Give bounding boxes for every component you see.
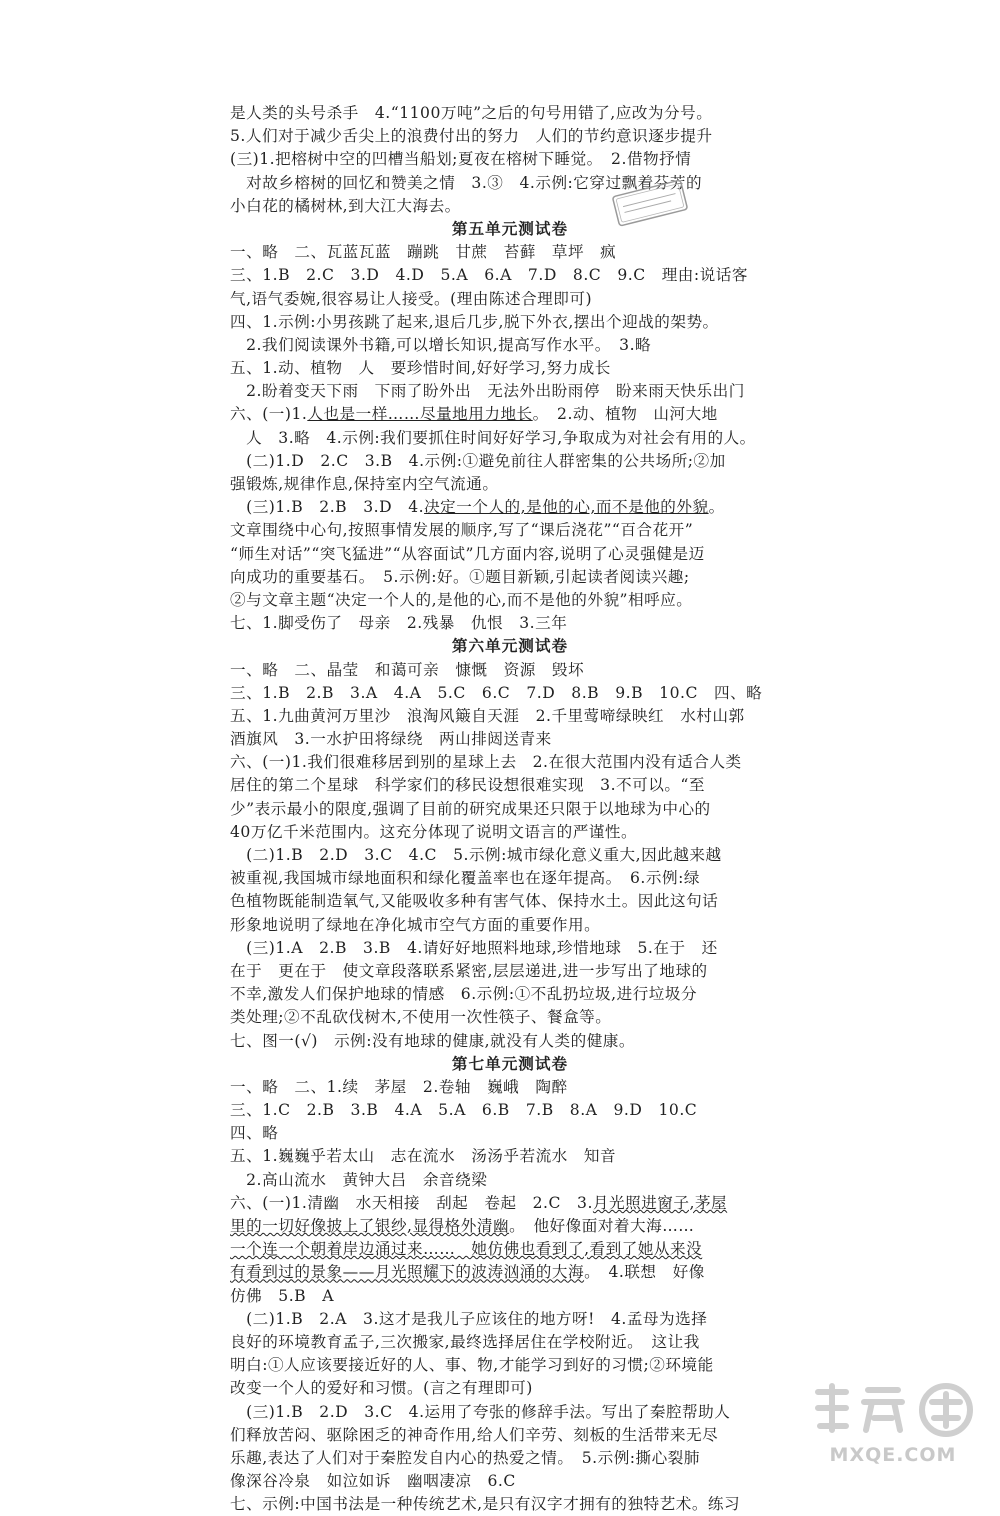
watermark (798, 1378, 988, 1466)
answer-line: 三、1.C 2.B 3.B 4.A 5.A 6.B 7.B 8.A 9.D 10.C (230, 1101, 698, 1120)
answer-line: 2.我们阅读课外书籍,可以增长知识,提高写作水平。 3.略 (230, 335, 652, 354)
underlined-text: 里的一切好像披上了银纱,显得格外清幽 (230, 1217, 510, 1235)
answer-line (230, 1192, 790, 1215)
section-title: 第五单元测试卷 (451, 219, 569, 238)
answer-line: 四、略 (230, 1124, 279, 1143)
answer-key-text (230, 102, 790, 1516)
answer-line: 乐趣,表达了人们对于秦腔发自内心的热爱之情。 5.示例:撕心裂肺 (230, 1448, 700, 1467)
answer-line: 是人类的头号杀手 4.“1100万吨”之后的句号用错了,应改为分号。 (230, 104, 713, 122)
answer-line: 小白花的橘树林,到大江大海去。 (230, 196, 461, 215)
answer-line: 仿佛 5.B A (230, 1286, 334, 1305)
answer-line: 一、略 二、1.续 茅屋 2.卷轴 巍峨 陶醉 (230, 1077, 568, 1096)
answer-line: 明白:①人应该要接近好的人、事、物,才能学习到好的习惯;②环境能 (230, 1356, 714, 1375)
section-title: 第七单元测试卷 (451, 1054, 569, 1073)
answer-line: 向成功的重要基石。 5.示例:好。①题目新颖,引起读者阅读兴趣; (230, 567, 690, 586)
answer-line: 5.人们对于减少舌尖上的浪费付出的努力 人们的节约意识逐步提升 (230, 127, 713, 146)
answer-line: 2.高山流水 黄钟大吕 余音绕梁 (230, 1170, 488, 1189)
answer-line: 像深谷冷泉 如泣如诉 幽咽凄凉 6.C (230, 1472, 516, 1491)
answer-line: 文章围绕中心句,按照事情发展的顺序,写了“课后浇花”“百合花开” (230, 521, 694, 540)
watermark-logo (806, 1378, 982, 1438)
answer-line: 2.盼着变天下雨 下雨了盼外出 无法外出盼雨停 盼来雨天快乐出门 (230, 382, 745, 401)
text-segment: 。 (708, 498, 725, 517)
answer-line: 五、1.动、植物 人 要珍惜时间,好好学习,努力成长 (230, 359, 611, 378)
answer-line (230, 1215, 790, 1238)
answer-line: 四、1.示例:小男孩跳了起来,退后几步,脱下外衣,摆出个迎战的架势。 (230, 312, 719, 331)
answer-line: 酒旗风 3.一水护田将绿绕 两山排闼送青来 (230, 730, 552, 749)
answer-line (230, 403, 790, 426)
answer-line: 居住的第二个星球 科学家们的移民设想很难实现 3.不可以。“至 (230, 776, 705, 795)
section-title: 第六单元测试卷 (451, 637, 569, 656)
text-segment: 。 2.动、植物 山河大地 (532, 405, 718, 424)
answer-line: 人 3.略 4.示例:我们要抓住时间好好学习,争取成为对社会有用的人。 (230, 428, 756, 447)
answer-line: 七、示例:中国书法是一种传统艺术,是只有汉字才拥有的独特艺术。练习 (230, 1495, 741, 1514)
text-segment: 。 他好像面对着大海…… (509, 1217, 695, 1235)
answer-line: (二)1.D 2.C 3.B 4.示例:①避免前往人群密集的公共场所;②加 (230, 451, 726, 470)
answer-line: 类处理;②不乱砍伐树木,不使用一次性筷子、餐盒等。 (230, 1008, 612, 1027)
answer-line: 三、1.B 2.C 3.D 4.D 5.A 6.A 7.D 8.C 9.C 理由:说话客 (230, 266, 748, 285)
answer-line: 被重视,我国城市绿地面积和绿化覆盖率也在逐年提高。 6.示例:绿 (230, 869, 700, 888)
answer-line: 们释放苦闷、驱除困乏的神奇作用,给人们辛劳、刻板的生活带来无尽 (230, 1425, 719, 1444)
answer-line: ②与文章主题“决定一个人的,是他的心,而不是他的外貌”相呼应。 (230, 590, 693, 609)
answer-line: 形象地说明了绿地在净化城市空气方面的重要作用。 (230, 915, 601, 934)
answer-line: (三)1.A 2.B 3.B 4.请好好地照料地球,珍惜地球 5.在于 还 (230, 938, 718, 957)
answer-line: (三)1.B 2.D 3.C 4.运用了夸张的修辞手法。写出了秦腔帮助人 (230, 1402, 731, 1421)
underlined-text: 决定一个人的,是他的心,而不是他的外貌 (424, 498, 709, 517)
answer-line: 在于 更在于 使文章段落联系紧密,层层递进,进一步写出了地球的 (230, 961, 708, 980)
answer-line: 七、图一(√) 示例:没有地球的健康,就没有人类的健康。 (230, 1031, 635, 1050)
answer-line: 六、(一)1.我们很难移居到别的星球上去 2.在很大范围内没有适合人类 (230, 753, 742, 772)
answer-line (230, 1238, 790, 1261)
answer-line: 少”表示最小的限度,强调了目前的研究成果还只限于以地球为中心的 (230, 799, 711, 818)
answer-line: 改变一个人的爱好和习惯。(言之有理即可) (230, 1379, 533, 1398)
text-segment: 。 4.联想 好像 (584, 1263, 705, 1282)
answer-line: 色植物既能制造氧气,又能吸收多种有害气体、保持水土。因此这句话 (230, 892, 719, 911)
underlined-text: 人也是一样……尽量地用力地长 (307, 405, 533, 424)
text-segment: 六、(一)1.清幽 水天相接 刮起 卷起 2.C 3. (230, 1193, 593, 1212)
answer-line: (二)1.B 2.D 3.C 4.C 5.示例:城市绿化意义重大,因此越来越 (230, 846, 722, 864)
answer-line: 气,语气委婉,很容易让人接受。(理由陈述合理即可) (230, 289, 593, 308)
answer-line: 40万亿千米范围内。这充分体现了说明文语言的严谨性。 (230, 822, 638, 841)
watermark-url: MXQE.COM (829, 1444, 957, 1466)
answer-line: (三)1.把榕树中空的凹槽当船划;夏夜在榕树下睡觉。 2.借物抒情 (230, 150, 692, 169)
answer-line: 强锻炼,规律作息,保持室内空气流通。 (230, 475, 499, 493)
answer-line: 五、1.九曲黄河万里沙 浪淘风簸自天涯 2.千里莺啼绿映红 水村山郭 (230, 706, 745, 725)
underlined-text: 有看到过的景象——月光照耀下的波涛汹涌的大海 (230, 1263, 585, 1282)
answer-line: 良好的环境教育孟子,三次搬家,最终选择居住在学校附近。 这让我 (230, 1332, 700, 1351)
answer-line: “师生对话”“突飞猛进”“从容面试”几方面内容,说明了心灵强健是迈 (230, 544, 705, 563)
text-segment: 六、(一)1. (230, 405, 308, 424)
answer-line: (二)1.B 2.A 3.这才是我儿子应该住的地方呀! 4.孟母为选择 (230, 1309, 708, 1328)
text-segment: (三)1.B 2.B 3.D 4. (230, 498, 425, 517)
answer-line (230, 1261, 790, 1284)
underlined-text: 月光照进窗子,茅屋 (592, 1193, 728, 1212)
answer-line: 一、略 二、晶莹 和蔼可亲 慷慨 资源 毁坏 (230, 660, 585, 679)
underlined-text: 一个连一个朝着岸边涌过来…… 她仿佛也看到了,看到了她从来没 (230, 1240, 703, 1259)
answer-line: 三、1.B 2.B 3.A 4.A 5.C 6.C 7.D 8.B 9.B 10.C 四、略 (230, 683, 763, 702)
answer-line (230, 496, 790, 519)
answer-line: 七、1.脚受伤了 母亲 2.残暴 仇恨 3.三年 (230, 614, 568, 633)
answer-line: 一、略 二、瓦蓝瓦蓝 蹦跳 甘蔗 苔藓 草坪 疯 (230, 243, 617, 262)
answer-line: 五、1.巍巍乎若太山 志在流水 汤汤乎若流水 知音 (230, 1147, 617, 1166)
answer-line: 不幸,激发人们保护地球的情感 6.示例:①不乱扔垃圾,进行垃圾分 (230, 985, 698, 1004)
answer-line: 对故乡榕树的回忆和赞美之情 3.③ 4.示例:它穿过飘着芬芳的 (230, 173, 703, 192)
